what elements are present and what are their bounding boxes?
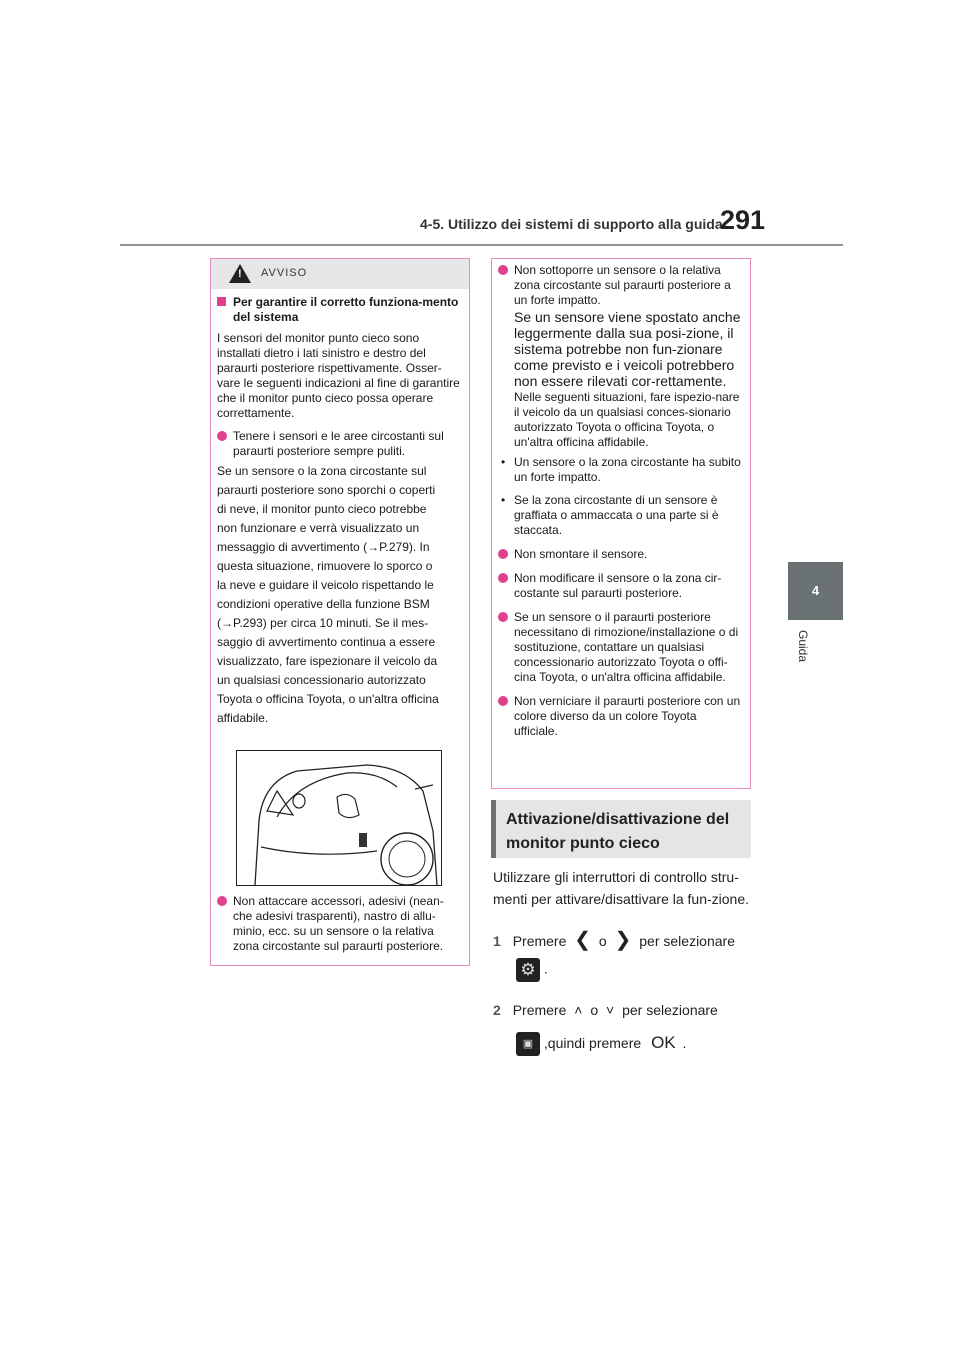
bullet-icon [498, 612, 508, 622]
settings-gear-icon: ⚙ [516, 958, 540, 982]
step-2-icon-row: ▣ ,quindi premere OK . [516, 1032, 686, 1056]
sub-bullet-2: • Se la zona circostante di un sensore è graffiata o ammaccata o una parte si è staccata. [501, 493, 719, 537]
bullet-icon [498, 573, 508, 583]
warning-box [210, 258, 470, 966]
ok-button-symbol: OK [651, 1033, 676, 1052]
car-rear-illustration [236, 750, 442, 886]
section-intro: Utilizzare gli interruttori di controllo stru-menti per attivare/disattivare la fun-zione. [493, 869, 750, 907]
warning-line: questa situazione, rimuovere lo sporco o [217, 559, 433, 573]
warning-line: paraurti posteriore sono sporchi o coperti [217, 483, 436, 497]
right-bullet-3: Non modificare il sensore o la zona cir-costante sul paraurti posteriore. [498, 571, 742, 601]
left-chevron-icon: ❮ [574, 929, 592, 951]
warning-line: condizioni operative della funzione BSM [217, 597, 430, 611]
section-heading: Attivazione/disattivazione del monitor punto cieco [491, 800, 751, 858]
warning-line: di neve, il monitor punto cieco potrebbe [217, 502, 427, 516]
chapter-tab[interactable]: 4 [788, 562, 843, 620]
warning-body [217, 462, 461, 728]
bsm-settings-icon: ▣ [516, 1032, 540, 1056]
down-chevron-icon: ˅ [606, 1002, 615, 1018]
right-chevron-icon: ❯ [614, 929, 632, 951]
square-bullet-icon [217, 297, 226, 306]
warning-line: messaggio di avvertimento (→P.279). In [217, 540, 430, 554]
step-text: Premere [512, 1002, 567, 1018]
warning-line: saggio di avvertimento continua a essere [217, 635, 436, 649]
step-text: Premere [512, 933, 567, 949]
page-number: 291 [720, 205, 766, 235]
bullet-icon [217, 431, 227, 441]
warning-line: non funzionare e verrà visualizzato un [217, 521, 420, 535]
chapter-label: Guida [796, 630, 810, 663]
warning-line: (→P.293) per circa 10 minuti. Se il mes- [217, 616, 429, 630]
warning-line: un qualsiasi concessionario autorizzato [217, 673, 426, 687]
warning-icon [229, 264, 251, 283]
warning-line: Se un sensore o la zona circostante sul [217, 464, 427, 478]
bullet-emphasis: Se un sensore viene spostato anche leggermente dalla sua posi-zione, il sistema potrebbe non fun-zionare come previsto e i veicoli potrebbero non essere rilevati cor-rettamente. [514, 309, 741, 389]
step-number: 2 [493, 1002, 501, 1018]
bullet-icon [498, 696, 508, 706]
bullet-tail: Nelle seguenti situazioni, fare ispezio-nare il veicolo da un qualsiasi conces-sionario autorizzato Toyota o officina Toyota, o un'altra officina affidabile. [514, 390, 740, 449]
warning-heading: Per garantire il corretto funziona-mento del sistema [217, 295, 461, 325]
header-rule [120, 244, 843, 246]
step-text: per selezionare [639, 933, 735, 949]
right-bullet-5: Non verniciare il paraurti posteriore con un colore diverso da un colore Toyota ufficiale. [498, 694, 742, 739]
step-text: o [590, 1002, 599, 1018]
warning-line: Toyota o officina Toyota, o un'altra officina [217, 692, 439, 706]
step-number: 1 [493, 933, 501, 949]
warning-bullet-1: Tenere i sensori e le aree circostanti sul paraurti posteriore sempre puliti. [217, 429, 461, 459]
warning-title: AVVISO [261, 267, 308, 279]
step-1 [493, 930, 755, 952]
step-text: per selezionare [622, 1002, 718, 1018]
warning-line: la neve e guidare il veicolo rispettando le [217, 578, 434, 592]
warning-line: visualizzato, fare ispezionare il veicolo da [217, 654, 438, 668]
warning-header [211, 259, 469, 289]
up-chevron-icon: ˄ [574, 1002, 583, 1018]
warning-box-continued [491, 258, 751, 789]
sub-bullet-1: • Un sensore o la zona circostante ha subito un forte impatto. [501, 455, 741, 484]
header-title: 4-5. Utilizzo dei sistemi di supporto alla guida [420, 216, 723, 232]
bullet-icon [217, 896, 227, 906]
bullet-icon [498, 549, 508, 559]
step-1-icon-row: ⚙ . [516, 958, 548, 982]
right-bullet-1: Non sottoporre un sensore o la relativa zona circostante sul paraurti posteriore a un forte impatto. Se un sensore viene spostato anche leggermente dalla sua posi-zione, il sistema potrebbe non fun-zionare come previsto e i veicoli potrebbero non essere rilevati cor-rettamente. Nelle seguenti situazioni, fare ispezio-nare il veicolo da un qualsiasi conces-sionario autorizzato Toyota o officina Toyota, o un'altra officina affidabile. [498, 263, 742, 450]
warning-bullet-2: Non attaccare accessori, adesivi (nean-che adesivi trasparenti), nastro di allu-minio, ecc. su un sensore o la relativa zona circostante sul paraurti posteriore. [217, 894, 461, 954]
bullet-icon [498, 265, 508, 275]
step-text: o [598, 933, 607, 949]
warning-intro: I sensori del monitor punto cieco sono installati dietro i lati sinistro e destro del paraurti posteriore rispettivamente. Osser-vare le seguenti indicazioni al fine di garantire che il monitor punto cieco possa operare correttamente. [217, 331, 460, 420]
right-bullet-2: Non smontare il sensore. [498, 547, 742, 562]
warning-line: affidabile. [217, 711, 269, 725]
step-2 [493, 1000, 755, 1021]
right-bullet-4: Se un sensore o il paraurti posteriore necessitano di rimozione/installazione o di sostituzione, contattare un qualsiasi concessionario autorizzato Toyota o offi-cina Toyota, o un'altra officina affidabile. [498, 610, 742, 685]
